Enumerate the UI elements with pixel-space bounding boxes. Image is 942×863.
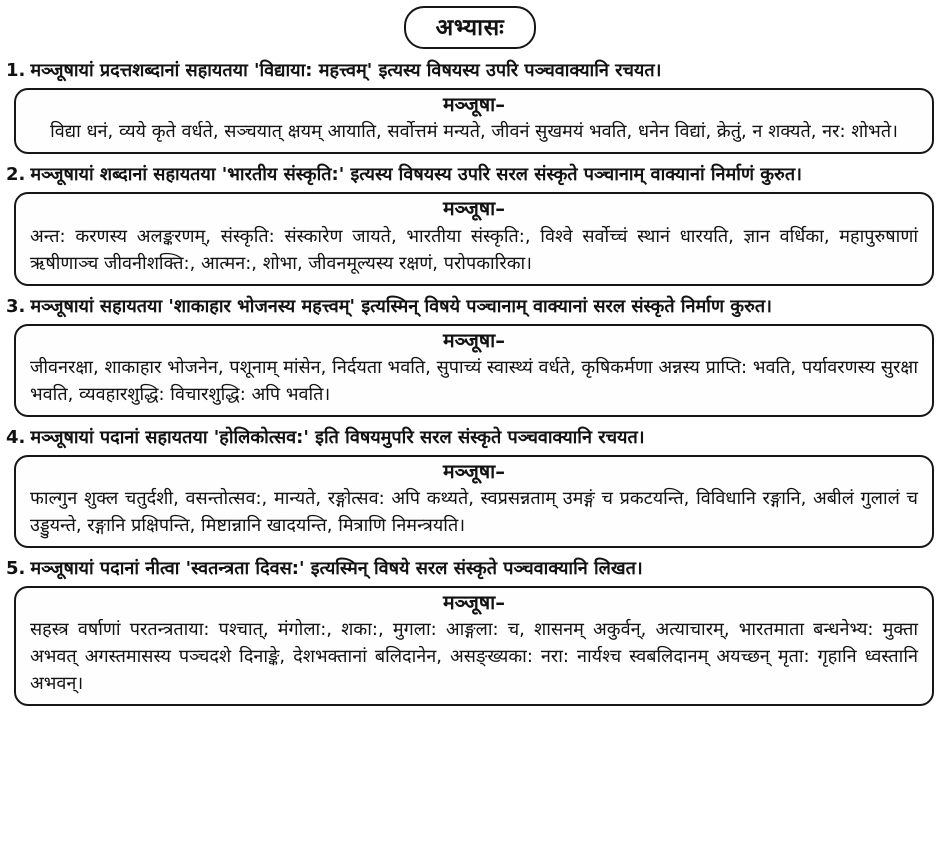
exercise-3 (4, 293, 936, 417)
manjusha-heading: मञ्जूषा– (443, 459, 505, 483)
question-row (4, 161, 936, 188)
manjusha-words: सहस्त्र वर्षाणां परतन्त्रताया: पश्चात्, मंगोला:, शका:, मुगला: आङ्गला: च, शासनम् अकुर्वन्, अत्याचारम्, भारतमाता बन्धनेभ्य: मुक्ता अभवत् अगस्तमासस्य पञ्चदशे दिनाङ्के, देशभक्तानां बलिदानेन, असङ्ख्यका: नरा: नार्यश्च स्वबलिदानम् अयच्छन् मृता: गृहानि ध्वस्तानि अभवन्। (30, 619, 918, 695)
question-number: 5. (6, 558, 26, 580)
question-text: मञ्जूषायां प्रदत्तशब्दानां सहायतया 'विद्याया: महत्त्वम्' इत्यस्य विषयस्य उपरि पञ्चवाक्यानि रचयत। (30, 60, 662, 81)
manjusha-box (14, 324, 934, 417)
question-number: 2. (6, 164, 26, 186)
manjusha-box (14, 455, 934, 548)
question-row (4, 57, 936, 84)
page-title-row (4, 6, 936, 49)
manjusha-box (14, 88, 934, 154)
question-row (4, 555, 936, 582)
exercise-5 (4, 555, 936, 706)
manjusha-words: फाल्गुन शुक्ल चतुर्दशी, वसन्तोत्सव:, मान्यते, रङ्गोत्सव: अपि कथ्यते, स्वप्रसन्नताम् उमङ्गं च प्रकटयन्ति, विविधानि रङ्गानि, अबीलं गुलालं च उड्डुयन्ते, रङ्गानि प्रक्षिपन्ति, मिष्टान्नानि खादयन्ति, मित्राणि निमन्त्रयति। (30, 488, 918, 537)
exercise-4 (4, 424, 936, 548)
question-text: मञ्जूषायां पदानां सहायतया 'होलिकोत्सव:' इति विषयमुपरि सरल संस्कृते पञ्चवाक्यानि रचयत। (30, 426, 645, 448)
manjusha-heading: मञ्जूषा– (443, 328, 505, 352)
manjusha-heading: मञ्जूषा– (443, 591, 505, 615)
exercise-1 (4, 57, 936, 154)
page-title: अभ्यासः (404, 6, 537, 49)
question-text: मञ्जूषायां सहायतया 'शाकाहार भोजनस्य महत्त्वम्' इत्यस्मिन् विषये पञ्चानाम् वाक्यानां सरल संस्कृते निर्माण कुरुत। (30, 295, 772, 317)
question-number: 3. (6, 295, 26, 317)
manjusha-words: अन्त: करणस्य अलङ्करणम्, संस्कृति: संस्कारेण जायते, भारतीया संस्कृति:, विश्वे सर्वोच्चं स्थानं धारयति, ज्ञान वर्धिका, महापुरुषाणां ऋषीणाञ्च जीवनीशक्ति:, आत्मन:, शोभा, जीवनमूल्यस्य रक्षणं, परोपकारिका। (30, 225, 918, 274)
question-number: 1. (6, 60, 26, 81)
question-row (4, 293, 936, 320)
manjusha-heading: मञ्जूषा– (443, 197, 505, 221)
exercise-2 (4, 161, 936, 285)
question-number: 4. (6, 426, 26, 448)
manjusha-heading: मञ्जूषा– (443, 93, 505, 116)
manjusha-words: विद्या धनं, व्यये कृते वर्धते, सञ्चयात् क्षयम् आयाति, सर्वोत्तमं मन्यते, जीवनं सुखमयं भवति, धनेन विद्यां, क्रेतुं, न शक्यते, नर: शोभते। (50, 121, 898, 143)
question-row (4, 424, 936, 451)
question-text: मञ्जूषायां शब्दानां सहायतया 'भारतीय संस्कृति:' इत्यस्य विषयस्य उपरि सरल संस्कृते पञ्चानाम् वाक्यानां निर्माणं कुरुत। (30, 164, 802, 186)
manjusha-box (14, 192, 934, 285)
manjusha-box (14, 586, 934, 706)
question-text: मञ्जूषायां पदानां नीत्वा 'स्वतन्त्रता दिवस:' इत्यस्मिन् विषये सरल संस्कृते पञ्चवाक्यानि लिखत। (30, 558, 643, 580)
manjusha-words: जीवनरक्षा, शाकाहार भोजनेन, पशूनाम् मांसेन, निर्दयता भवति, सुपाच्यं स्वास्थ्यं वर्धते, कृषिकर्मणा अन्नस्य प्राप्ति: भवति, पर्यावरणस्य सुरक्षा भवति, व्यवहारशुद्धि: विचारशुद्धि: अपि भवति। (30, 356, 918, 405)
